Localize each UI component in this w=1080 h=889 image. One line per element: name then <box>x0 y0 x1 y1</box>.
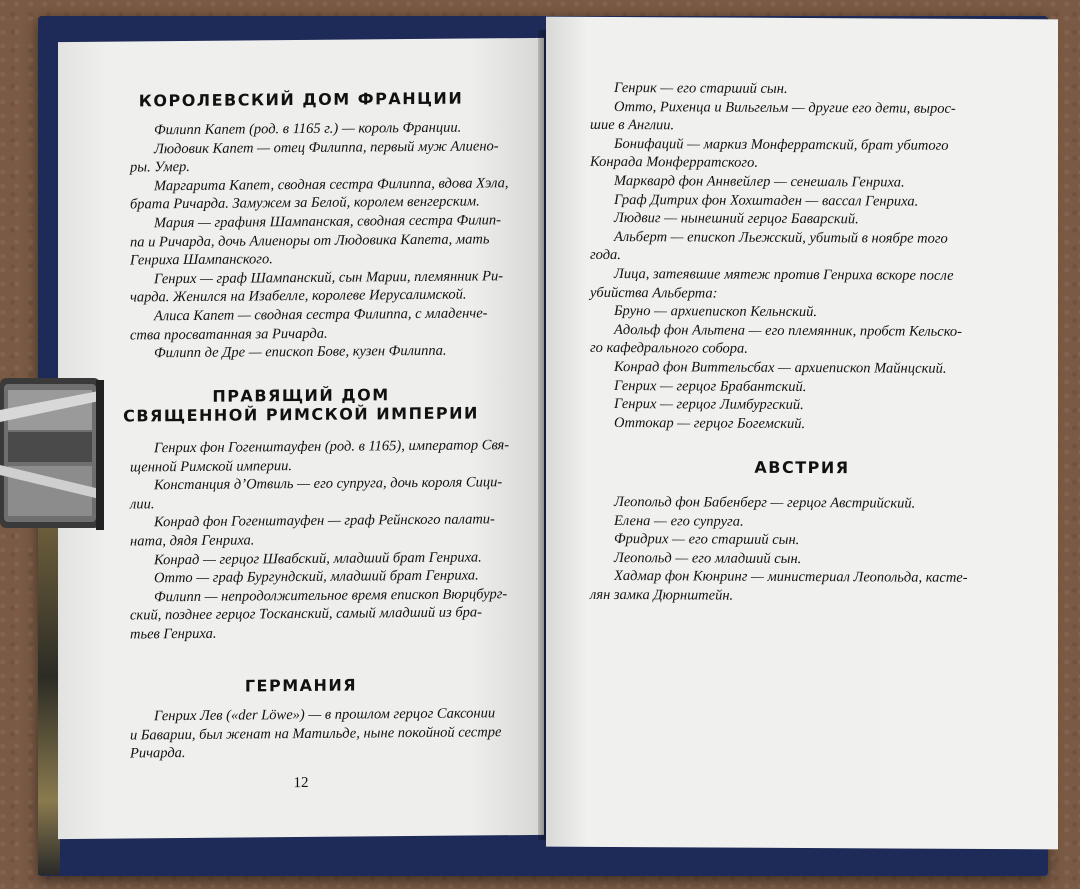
entry-line: ры. Умер. <box>130 159 190 176</box>
entry-paragraph <box>130 585 508 644</box>
entry-paragraph <box>590 321 970 360</box>
heading-empire-line-2: СВЯЩЕННОЙ РИМСКОЙ ИМПЕРИИ <box>123 403 479 426</box>
entry-line: Граф Дитрих фон Хохштаден — вассал Генриха. <box>614 191 919 210</box>
entry-paragraph <box>590 493 970 514</box>
entry-paragraph <box>130 304 490 344</box>
entry-line: ский, позднее герцог Тосканский, самый младший из бра- <box>130 604 482 624</box>
entry-line: тьев Генриха. <box>130 625 217 643</box>
entry-line: брата Ричарда. Замужем за Белой, королем венгерским. <box>130 193 480 213</box>
entry-line: Генрик — его старший сын. <box>614 80 788 97</box>
entry-line: ната, дядя Генриха. <box>130 532 255 550</box>
entry-line: Алиса Капет — сводная сестра Филиппа, с младенче- <box>154 305 488 325</box>
entry-line: Альберт — епископ Льежский, убитый в ноябре того <box>614 228 948 247</box>
entry-line: Констанция д’Отвиль — его супруга, дочь короля Сици- <box>154 474 503 494</box>
entry-paragraph <box>590 567 970 606</box>
entry-line: Елена — его супруга. <box>614 512 744 530</box>
entry-line: Отто, Рихенца и Вильгельм — другие его дети, вырос- <box>614 98 956 117</box>
entry-line: убийства Альберта: <box>590 284 718 302</box>
entry-paragraph <box>590 265 970 304</box>
entry-line: Мария — графиня Шампанская, сводная сестра Филип- <box>154 212 502 232</box>
entry-paragraph <box>130 436 510 476</box>
entry-paragraph <box>130 473 502 513</box>
entry-paragraph <box>130 137 499 177</box>
entry-line: Конрад фон Виттельсбах — архиепископ Майнцский. <box>614 359 947 377</box>
entry-paragraph <box>590 414 970 435</box>
entry-line: Леопольд фон Бабенберг — герцог Австрийский. <box>614 494 916 512</box>
entry-line: Конрад — герцог Швабский, младший брат Генриха. <box>154 549 482 568</box>
entry-line: Филипп — непродолжительное время епископ Вюрцбург- <box>154 585 508 606</box>
entry-line: лии. <box>130 496 155 513</box>
entry-paragraph <box>590 302 970 323</box>
entry-paragraph <box>130 704 502 763</box>
entry-line: шие в Англии. <box>590 117 675 134</box>
entry-paragraph <box>590 209 970 230</box>
entry-line: Бруно — архиепископ Кельнский. <box>614 303 818 321</box>
entry-line: Филипп Капет (род. в 1165 г.) — король Франции. <box>154 119 462 139</box>
heading-germany: ГЕРМАНИЯ <box>244 675 358 696</box>
heading-empire-line-1: ПРАВЯЩИЙ ДОМ <box>212 385 390 406</box>
entry-paragraph <box>590 358 970 379</box>
entry-paragraph <box>590 97 970 136</box>
entry-line: Марквард фон Аннвейлер — сенешаль Генриха. <box>614 173 905 191</box>
entry-paragraph <box>590 376 970 397</box>
heading-france: КОРОЛЕВСКИЙ ДОМ ФРАНЦИИ <box>138 88 464 111</box>
entry-paragraph <box>590 79 970 100</box>
page-number: 12 <box>293 774 309 792</box>
entry-line: Генрих — граф Шампанский, сын Марии, племянник Ри- <box>154 268 504 288</box>
entry-line: года. <box>590 247 621 264</box>
entry-paragraph <box>130 342 490 364</box>
binder-clip-icon <box>0 370 108 540</box>
entry-line: Генрих — герцог Брабантский. <box>614 377 807 395</box>
entry-line: Конрада Монферратского. <box>590 154 758 172</box>
entry-line: Леопольд — его младший сын. <box>614 549 802 567</box>
heading-empire <box>58 384 544 426</box>
entry-paragraph <box>590 511 970 532</box>
entry-paragraph <box>590 190 970 211</box>
entry-line: Отто — граф Бургундский, младший брат Генриха. <box>154 567 479 587</box>
entry-paragraph <box>130 211 502 270</box>
entry-line: чарда. Женился на Изабелле, королеве Иерусалимской. <box>130 286 467 306</box>
entry-line: Конрад фон Гогенштауфен — граф Рейнского палати- <box>154 511 495 531</box>
entry-line: Адольф фон Альтена — его племянник, пробст Кельско- <box>614 321 963 340</box>
entry-line: Генрих фон Гогенштауфен (род. в 1165), император Свя- <box>154 437 510 457</box>
entry-line: Людовик Капет — отец Филиппа, первый муж Алиено- <box>154 137 499 157</box>
entry-paragraph <box>590 530 970 551</box>
entry-line: лян замка Дюрнштейн. <box>590 586 734 604</box>
entry-line: па и Ричарда, дочь Алиеноры от Людовика Капета, мать <box>130 230 490 251</box>
entry-paragraph <box>590 228 970 267</box>
entry-line: Фридрих — его старший сын. <box>614 531 800 549</box>
entry-line: Маргарита Капет, сводная сестра Филиппа, вдова Хэла, <box>154 174 509 195</box>
entry-paragraph <box>130 267 504 307</box>
entry-line: Хадмар фон Кюнринг — министериал Леопольда, касте- <box>614 568 968 587</box>
entry-paragraph <box>590 549 970 570</box>
heading-austria: АВСТРИЯ <box>754 457 850 478</box>
entry-line: Ричарда. <box>130 745 186 762</box>
entry-line: и Баварии, был женат на Матильде, ныне покойной сестре <box>130 723 502 744</box>
entry-paragraph <box>130 174 509 214</box>
entry-line: го кафедрального собора. <box>590 340 748 358</box>
entry-line: Лица, затеявшие мятеж против Генриха вскоре после <box>614 266 954 284</box>
entry-paragraph <box>130 511 502 551</box>
entry-line: Филипп де Дре — епископ Бове, кузен Филиппа. <box>154 342 447 362</box>
entry-paragraph <box>590 395 970 416</box>
entry-line: щенной Римской империи. <box>130 457 292 476</box>
right-page <box>546 17 1058 850</box>
entry-line: Генрих — герцог Лимбургский. <box>614 396 804 414</box>
entry-paragraph <box>590 172 970 193</box>
entry-line: Оттокар — герцог Богемский. <box>614 414 806 432</box>
entry-line: Генрих Лев («der Löwe») — в прошлом герцог Саксонии <box>154 705 496 725</box>
left-page <box>58 38 544 839</box>
entry-paragraph <box>590 135 970 174</box>
entry-line: Бонифаций — маркиз Монферратский, брат убитого <box>614 135 949 154</box>
entry-line: Генриха Шампанского. <box>130 251 273 269</box>
entry-line: ства просватанная за Ричарда. <box>130 325 328 344</box>
entry-line: Людвиг — нынешний герцог Баварский. <box>614 210 859 228</box>
